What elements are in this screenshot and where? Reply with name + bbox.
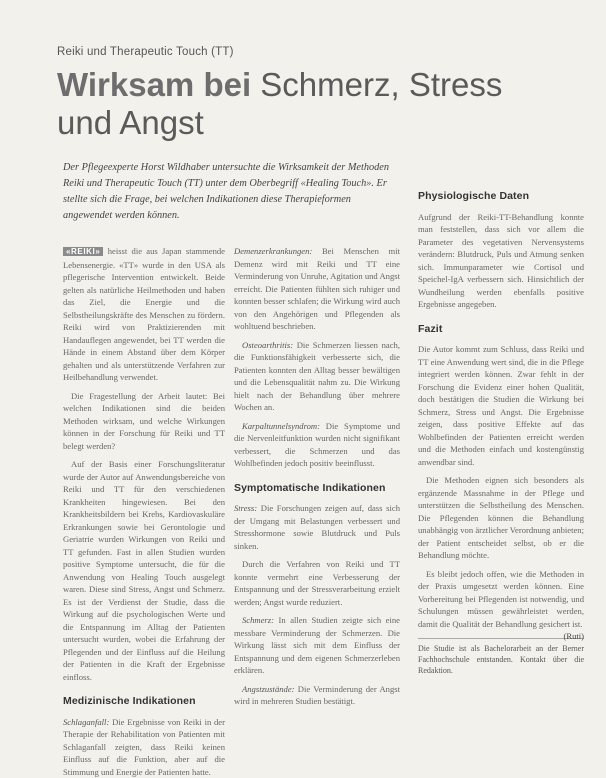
author-signature: (Ruti)	[555, 630, 584, 643]
footnote-box: Die Studie ist als Bachelorarbeit an der Berner Fachhochschule entstanden. Kontakt über die Redaktion.	[418, 638, 584, 676]
paragraph	[63, 716, 225, 778]
paragraph-text: Die Verminderung der Angst wird in mehreren Studien bestätigt.	[234, 684, 400, 707]
paragraph: Durch die Verfahren von Reiki und TT konnte vermehrt eine Verbesserung der Entspannung und der Stressverarbeitung erzielt werden; Angst wurde reduziert.	[234, 558, 400, 608]
paragraph	[234, 420, 400, 470]
paragraph-text: Die Forschungen zeigen auf, dass sich der Umgang mit Belastungen verbessert und Stresshormone sowie Blutdruck und Puls sinken.	[234, 503, 400, 551]
text-column-3	[418, 190, 584, 720]
article-title	[57, 66, 557, 142]
paragraph	[234, 245, 400, 333]
article-lead: Der Pflegeexperte Horst Wildhaber untersuchte die Wirksamkeit der Methoden Reiki und Therapeutic Touch (TT) unter dem Oberbegriff «Healing Touch». Er stellte sich die Frage, bei welchen Indikationen diese Therapieformen angewendet werden können.	[63, 160, 393, 224]
article-title-rest: Schmerz, Stress und Angst	[57, 66, 502, 141]
text-column-1	[63, 245, 225, 715]
article-kicker: Reiki und Therapeutic Touch (TT)	[57, 46, 234, 58]
paragraph-text: In allen Studien zeigte sich eine messbare Verminderung der Schmerzen. Die Wirkung lässt sich mit dem Einfluss der Entspannung und dem eigenen Schmerzerleben erklären.	[234, 615, 400, 675]
paragraph-lead-term: Schlaganfall:	[63, 717, 109, 727]
paragraph-text: Es bleibt jedoch offen, wie die Methoden in der Praxis umgesetzt werden können. Eine Vorbereitung bei Pflegenden ist notwendig, und Schulungen müssen gewährleistet werden, damit die Qualität der Behandlung gesichert ist.	[418, 569, 584, 629]
paragraph-lead-term: Stress:	[234, 503, 257, 513]
paragraph-lead-term: Schmerz:	[242, 615, 274, 625]
paragraph-lead-term: Angstzustände:	[242, 684, 295, 694]
paragraph-text: Die Schmerzen liessen nach, die Funktionsfähigkeit verbesserte sich, die Patienten konnten den Alltag besser bewältigen und die Lebensqualität nahm zu. Die Wirkung hielt nach der Behandlung über mehrere Wochen an.	[234, 340, 400, 413]
section-heading-medical: Medizinische Indikationen	[63, 695, 225, 708]
paragraph: Auf der Basis einer Forschungsliteratur wurde der Autor auf Anwendungsbereiche von Reiki und TT für den verschiedenen Krankheiten hingewiesen. Bei den Krankheitsbildern bei Krebs, Kardiovaskuläre Erkrankungen sowie bei Gerontologie und Geriatrie wurden Wirkungen von Reiki und TT gefunden. Fast in allen Studien wurden positive Symptome untersucht, die für die Anwendung von Healing Touch ausgelegt waren. Diese sind Stress, Angst und Schmerz. Es ist der Verdienst der Studie, dass die Wirkung auf die psychologischen Werte und die Entspannung im Alltag der Patienten untersucht wurden, wobei die Erfahrung der Pflegenden und der Einfluss auf die Heilung der Patienten in die Kraft der Ergebnisse einfloss.	[63, 458, 225, 683]
paragraph	[234, 502, 400, 552]
paragraph-text: Bei Menschen mit Demenz wird mit Reiki und TT eine Verminderung von Unruhe, Agitation und Angst erreicht. Die Patienten fühlten sich ruhiger und konnten besser schlafen; die Wirkung wird auch von den Angehörigen und Pflegenden als wohltuend beschrieben.	[234, 246, 400, 331]
section-heading-symptomatic: Symptomatische Indikationen	[234, 482, 400, 495]
paragraph-lead-term: Demenzerkrankungen:	[234, 246, 312, 256]
paragraph: Die Autor kommt zum Schluss, dass Reiki und TT eine Anwendung wert sind, die in die Pflege integriert werden können. Zwar fehlt in der Forschung die Evidenz einer hohen Qualität, doch bestätigen die Studien die Wirkung bei Schmerz, Stress und Angst. Die Ergebnisse zeigen, dass positive Effekte auf das Wohlbefinden der Patienten erreicht werden und die Methoden einfach und kostengünstig anwendbar sind.	[418, 343, 584, 468]
paragraph	[63, 245, 225, 384]
section-heading-physiological: Physiologische Daten	[418, 190, 584, 203]
paragraph-text: Die Ergebnisse von Reiki in der Therapie der Rehabilitation von Patienten mit Schlaganfall zeigten, dass Reiki keinen Einfluss auf die Funktion, aber auf die Stimmung und Energie der Patienten hatte.	[63, 717, 225, 777]
dropcap-label: «REIKI»	[63, 247, 103, 256]
paragraph	[234, 339, 400, 414]
article-title-bold: Wirksam bei	[57, 66, 251, 103]
section-heading-conclusion: Fazit	[418, 323, 584, 336]
paragraph	[234, 614, 400, 677]
paragraph-lead-term: Osteoarthritis:	[242, 340, 293, 350]
paragraph: Die Fragestellung der Arbeit lautet: Bei welchen Indikationen sind die beiden Methoden wirksam, und welche Wirkungen können in der Forschung für Reiki und TT belegt werden?	[63, 390, 225, 453]
text-column-2	[234, 245, 400, 715]
paragraph-text: Die Symptome und die Nervenleitfunktion wurden nicht signifikant verbessert, die Schmerzen und das Wohlbefinden jedoch positiv beeinflusst.	[234, 421, 400, 469]
paragraph	[418, 568, 584, 631]
paragraph-lead-term: Karpaltunnelsyndrom:	[242, 421, 320, 431]
paragraph: Die Methoden eignen sich besonders als ergänzende Massnahme in der Pflege und unterstützen die Selbstheilung des Menschen. Die Pflegenden können die Behandlung unabhängig von ärztlicher Verordnung anbieten; der Patient entscheidet selbst, ob er die Behandlung möchte.	[418, 474, 584, 562]
paragraph	[234, 683, 400, 708]
paragraph: Aufgrund der Reiki-TT-Behandlung konnte man feststellen, dass sich vor allem die Parameter des vegetativen Nervensystems verändern: Blutdruck, Puls und Atmung senken sich. Immunparameter wie Cortisol und Speichel-IgA verbessern sich. Hinsichtlich der Wundheilung werden ebenfalls positive Ergebnisse angegeben.	[418, 211, 584, 311]
paragraph-text: heisst die aus Japan stammende Lebensenergie. «TT» wurde in den USA als pflegerische Intervention entwickelt. Beide gelten als natürliche Heilmethoden und haben das Ziel, die Energie und die Selbstheilungskräfte des Menschen zu fördern. Reiki wird von Praktizierenden mit Handauflegen angewendet, bei TT werden die Hände in einem Abstand über dem Körper gehalten und als unterstützende Verfahren zur Heilbehandlung verwendet.	[63, 246, 225, 382]
